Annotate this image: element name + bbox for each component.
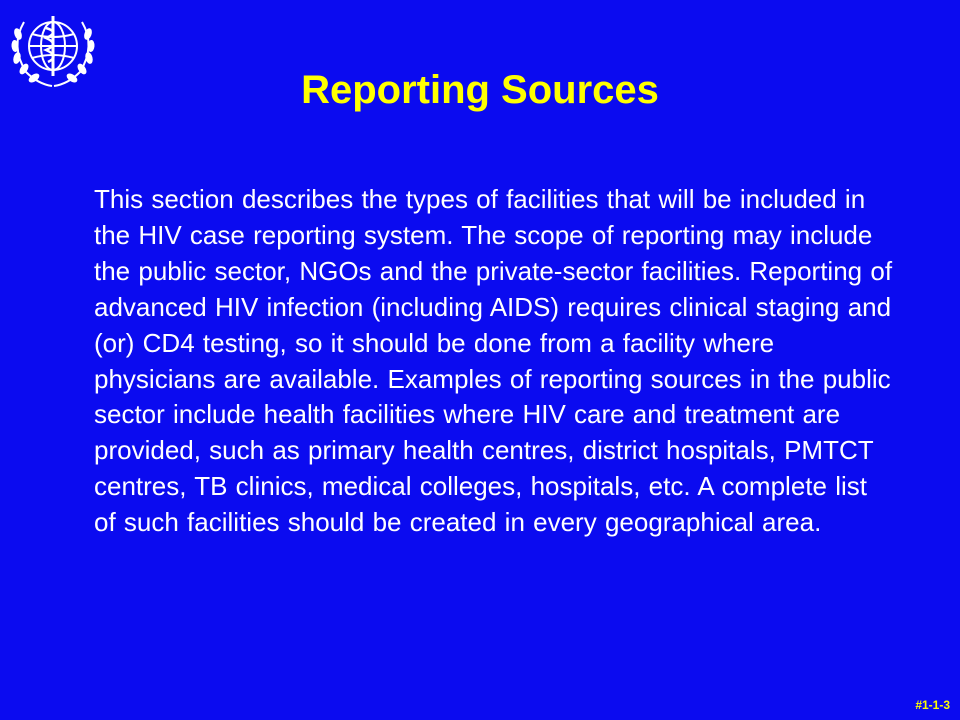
- slide-number: #1-1-3: [915, 698, 950, 712]
- slide-body-text: This section describes the types of facilities that will be included in the HIV case reporting system. The scope of reporting may include the public sector, NGOs and the private-sector facilities. Reporting of advanced HIV infection (including AIDS) requires clinical staging and (or) CD4 testing, so it should be done from a facility where physicians are available. Examples of reporting sources in the public sector include health facilities where HIV care and treatment are provided, such as primary health centres, district hospitals, PMTCT centres, TB clinics, medical colleges, hospitals, etc. A complete list of such facilities should be created in every geographical area.: [94, 184, 893, 538]
- slide-title: Reporting Sources: [301, 68, 659, 112]
